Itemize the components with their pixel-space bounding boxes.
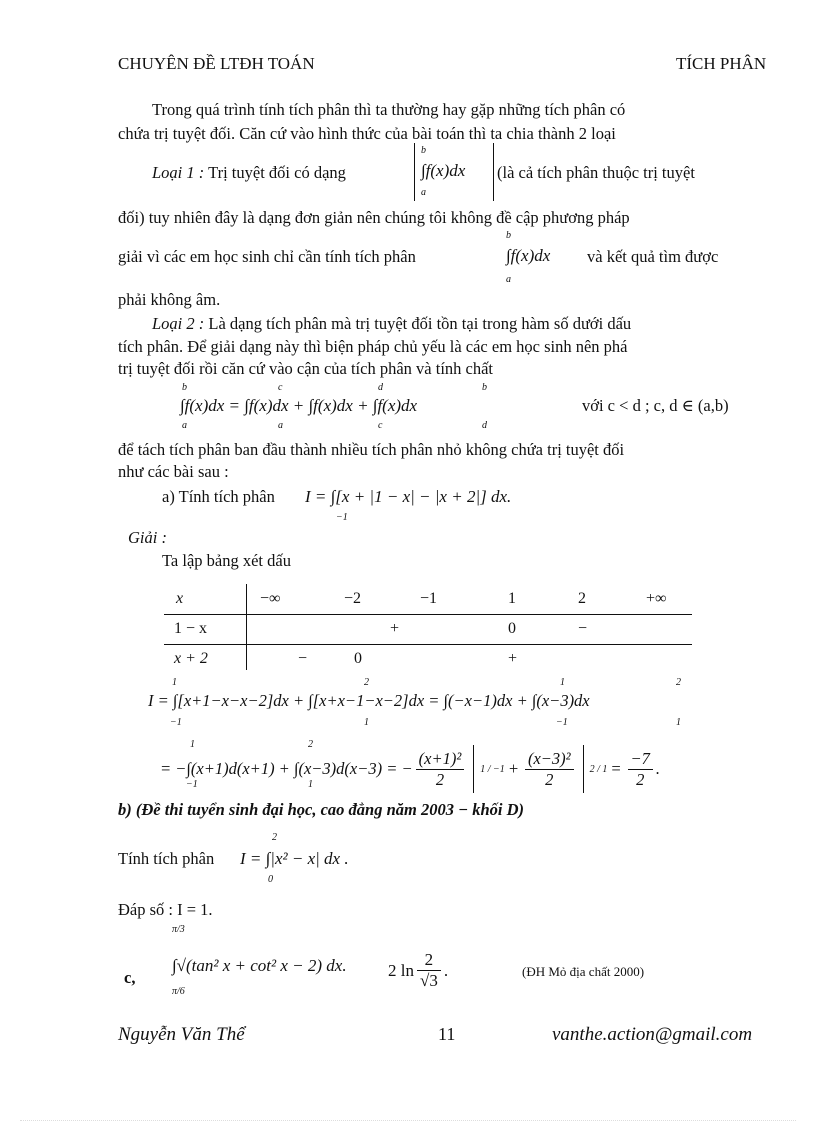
table-header-m1: −1 [420,590,438,607]
para2-line1: đối) tuy nhiên đây là dạng đơn giản nên chúng tôi không đề cập phương pháp [118,208,630,227]
para2-lower: a [506,274,511,285]
problem-c-answer-num: 2 [417,950,441,971]
loai2-line2: tích phân. Để giải dạng này thì biện pháp chủ yếu là các em học sinh nên phá [118,337,628,356]
table-row2-plus: + [508,650,518,667]
problem-a-lower: −1 [336,512,348,523]
lim-d2: d [482,420,487,431]
sl1-lo4: 1 [676,717,681,728]
loai1-label: Loại 1 : [152,163,205,182]
problem-c-expr: ∫√(tan² x + cot² x − 2) dx. [172,956,347,975]
intro-line-2: chứa trị tuyệt đối. Căn cứ vào hình thức của bài toán thì ta chia thành 2 loại [118,124,616,143]
loai1-tail: (là cả tích phân thuộc trị tuyệt [497,163,695,182]
problem-b-expr: I = ∫|x² − x| dx . [240,849,349,868]
lim-d1: d [378,382,383,393]
sl2-lo1: −1 [186,779,198,790]
table-rule-2 [164,644,692,645]
lim-b2: b [482,382,487,393]
sl1-lo2: 1 [364,717,369,728]
lim-a2: a [278,420,283,431]
sl2-frac3 [628,749,653,790]
sl2-plus: + [507,759,519,778]
loai2-label: Loại 2 : [152,314,205,333]
sl1-up2: 2 [364,677,369,688]
sl2-up2: 2 [308,739,313,750]
table-rule-1 [164,614,692,615]
sl2-frac1 [416,749,465,790]
header-right: TÍCH PHÂN [676,54,767,73]
sl2-frac2 [525,749,574,790]
sign-table [164,584,692,674]
para2-line2a: giải vì các em học sinh chỉ cần tính tích phân [118,247,416,266]
table-row2-minus: − [298,650,308,667]
split-expr: ∫f(x)dx = ∫f(x)dx + ∫f(x)dx + ∫f(x)dx [180,396,418,415]
split-formula [178,382,738,432]
sl1-up3: 1 [560,677,565,688]
sl2-period: . [655,759,661,778]
problem-c-source: (ĐH Mỏ địa chất 2000) [522,964,645,979]
sl2-part-a: = −∫(x+1)d(x+1) + ∫(x−3)d(x−3) = − [160,759,413,778]
problem-b-title-text: b) (Đề thi tuyển sinh đại học, cao đẳng năm 2003 − khối D) [118,800,525,819]
sl2-lo2: 1 [308,779,313,790]
lim-c2: c [378,420,383,431]
loai1-upper: b [421,145,426,156]
sl1-expr: I = ∫[x+1−x−x−2]dx + ∫[x+x−1−x−2]dx = ∫(−x−1)dx + ∫(x−3)dx [148,691,590,710]
sl1-up1: 1 [172,677,177,688]
sl2-eval-bar-1 [473,745,474,793]
table-header-m2: −2 [344,590,362,607]
sl2-eq: = [610,759,622,778]
problem-c-answer-ln: 2 ln [388,960,414,980]
problem-c-answer-den: √3 [419,971,438,990]
sl2-frac2-num: (x−3)² [525,749,574,770]
table-divider [246,584,247,670]
after-line2: như các bài sau : [118,462,229,481]
loai1-lower: a [421,187,426,198]
after-line1: để tách tích phân ban đầu thành nhiều tích phân nhỏ không chứa trị tuyệt đối [118,440,625,459]
sl1-lo1: −1 [170,717,182,728]
table-row2-label: x + 2 [174,650,208,667]
problem-c-label: c, [124,968,136,987]
loai1-abs-box [414,143,494,201]
footer-email: vanthe.action@gmail.com [552,1024,753,1045]
footer-author: Nguyễn Văn Thể [118,1024,245,1045]
problem-b-title [118,800,524,821]
problem-b-lower: 0 [268,874,273,885]
sl2-frac3-den: 2 [636,769,645,789]
para2-line3: phải không âm. [118,290,221,309]
table-intro: Ta lập bảng xét dấu [162,551,291,570]
page-bottom-divider [20,1120,796,1121]
sl2-frac3-num: −7 [628,749,653,770]
problem-c-answer-period: . [443,960,449,980]
loai2-text: Là dạng tích phân mà trị tuyệt đối tồn tại trong hàm số dưới dấu [208,314,632,333]
lim-c1: c [278,382,283,393]
table-row1-zero: 0 [508,620,516,637]
loai1-text: Trị tuyệt đối có dạng [208,163,346,182]
problem-b-upper: 2 [272,832,277,843]
table-header-x: x [176,590,184,607]
table-header-posinf: +∞ [646,590,667,607]
problem-c-answer [388,950,448,991]
problem-c-lower: π/6 [172,986,185,997]
table-row2-zero: 0 [354,650,362,667]
problem-b-answer: Đáp số : I = 1. [118,900,213,919]
sl2-frac2-den: 2 [545,769,554,789]
solution-line-1 [148,677,768,729]
lim-b1: b [182,382,187,393]
para2-upper: b [506,230,511,241]
table-row1-plus: + [390,620,400,637]
sl1-up4: 2 [676,677,681,688]
sl2-eval-bar-2 [583,745,584,793]
header-left: CHUYÊN ĐỀ LTĐH TOÁN [118,54,315,73]
table-header-1: 1 [508,590,516,607]
sl2-expr [160,745,660,793]
problem-a-label: a) Tính tích phân [162,487,275,506]
table-header-neginf: −∞ [260,590,281,607]
problem-c-upper: π/3 [172,924,185,935]
intro-line-1: Trong quá trình tính tích phân thì ta thường hay gặp những tích phân có [152,100,626,119]
loai2-line1 [152,314,631,335]
sl2-lim2: 2 / 1 [589,763,608,775]
table-row1-minus: − [578,620,588,637]
table-row1-label: 1 − x [174,620,208,637]
table-header-2: 2 [578,590,586,607]
problem-c-answer-frac [417,950,441,991]
para2-line2b: và kết quả tìm được [587,247,719,266]
loai1-line [152,163,346,184]
solution-line-2 [160,735,780,795]
para2-expr: ∫f(x)dx [506,246,551,265]
sl2-frac1-num: (x+1)² [416,749,465,770]
split-cond: với c < d ; c, d ∈ (a,b) [582,396,729,415]
loai2-line3: trị tuyệt đối rồi căn cứ vào cận của tích phân và tính chất [118,359,494,378]
footer-page-number: 11 [438,1024,456,1044]
loai1-expr: ∫f(x)dx [421,161,466,180]
sl2-lim1: 1 / −1 [480,763,505,775]
problem-a-expr: I = ∫[x + |1 − x| − |x + 2|] dx. [305,487,512,506]
giai-label: Giải : [128,528,167,547]
sl2-frac1-den: 2 [435,769,445,789]
sl1-lo3: −1 [556,717,568,728]
sl2-up1: 1 [190,739,195,750]
problem-b-label: Tính tích phân [118,849,215,868]
lim-a1: a [182,420,187,431]
